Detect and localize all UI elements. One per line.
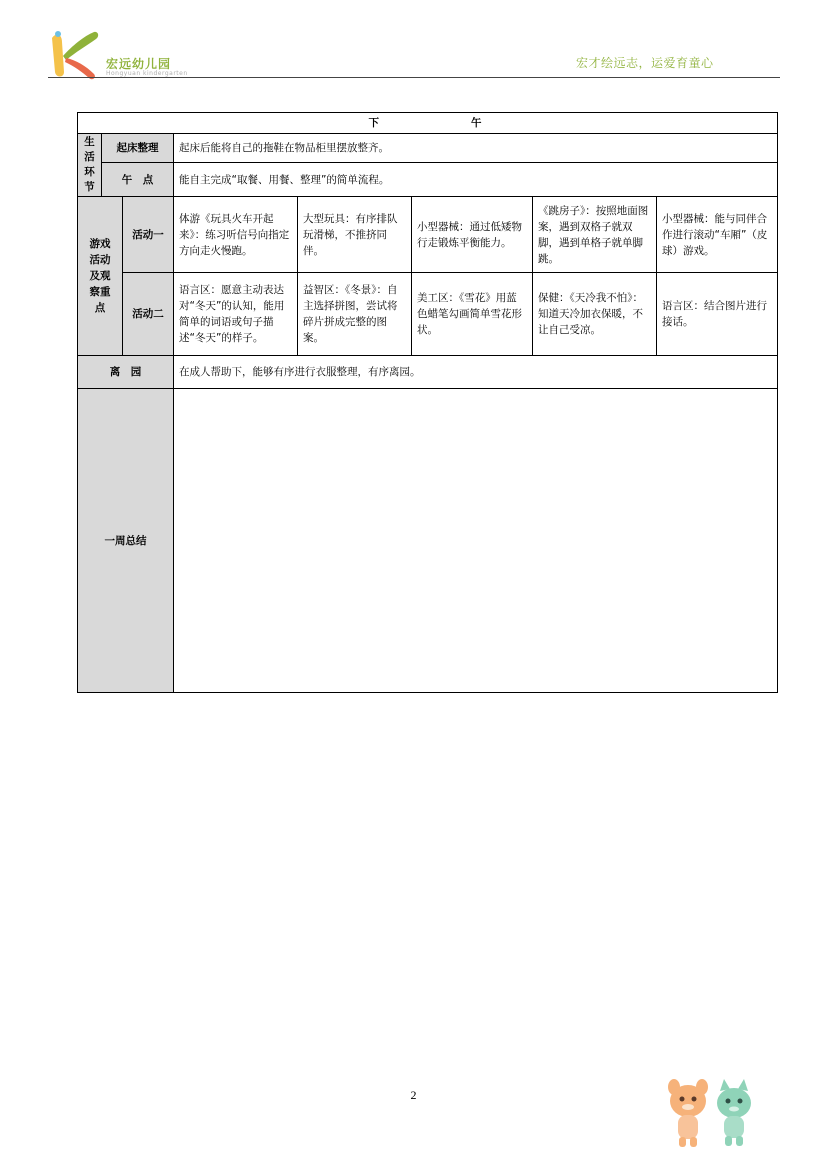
game-section-label: 游戏活动及观察重点 xyxy=(78,197,123,356)
mascot-illustration xyxy=(664,1075,764,1155)
header-divider xyxy=(48,77,780,78)
summary-label: 一周总结 xyxy=(78,389,174,693)
slogan: 宏才绘远志，运爱育童心 xyxy=(576,56,714,70)
row-content-wakeup: 起床后能将自己的拖鞋在物品柜里摆放整齐。 xyxy=(174,134,778,163)
summary-content xyxy=(174,389,778,693)
kindergarten-logo xyxy=(46,28,216,78)
table-title: 下午 xyxy=(78,113,778,134)
activity2-item-4: 保健：《天冷我不怕》：知道天冷加衣保暖，不让自己受凉。 xyxy=(533,273,657,356)
activity1-item-3: 小型器械：通过低矮物行走锻炼平衡能力。 xyxy=(412,197,533,273)
activity2-item-5: 语言区：结合图片进行接话。 xyxy=(657,273,778,356)
green-mascot-icon xyxy=(717,1079,751,1146)
activity1-item-1: 体游《玩具火车开起来》：练习听信号向指定方向走火慢跑。 xyxy=(174,197,298,273)
logo-subtitle: Hongyuan kindergarten xyxy=(106,70,188,77)
activity1-item-4: 《跳房子》：按照地面图案，遇到双格子就双脚，遇到单格子就单脚跳。 xyxy=(533,197,657,273)
activity2-item-3: 美工区：《雪花》用蓝色蜡笔勾画简单雪花形状。 xyxy=(412,273,533,356)
logo-name: 宏远幼儿园 xyxy=(106,57,172,71)
page-header xyxy=(40,22,780,78)
row-content-snack: 能自主完成“取餐、用餐、整理”的简单流程。 xyxy=(174,163,778,197)
activity2-item-2: 益智区：《冬景》：自主选择拼图，尝试将碎片拼成完整的图案。 xyxy=(298,273,412,356)
activity1-item-5: 小型器械：能与同伴合作进行滚动“车厢”（皮球）游戏。 xyxy=(657,197,778,273)
activity2-label: 活动二 xyxy=(123,273,174,356)
activity1-item-2: 大型玩具：有序排队玩滑梯，不推挤同伴。 xyxy=(298,197,412,273)
afternoon-plan-table xyxy=(77,112,778,693)
orange-mascot-icon xyxy=(668,1079,708,1147)
logo-k-icon xyxy=(46,28,102,80)
row-label-wakeup: 起床整理 xyxy=(102,134,174,163)
activity1-label: 活动一 xyxy=(123,197,174,273)
page-number: 2 xyxy=(410,1088,417,1102)
leave-label: 离 园 xyxy=(78,356,174,389)
life-section-label: 生活环节 xyxy=(78,134,102,197)
row-label-snack: 午 点 xyxy=(102,163,174,197)
leave-content: 在成人帮助下，能够有序进行衣服整理，有序离园。 xyxy=(174,356,778,389)
activity2-item-1: 语言区：愿意主动表达对“冬天”的认知，能用简单的词语或句子描述“冬天”的样子。 xyxy=(174,273,298,356)
